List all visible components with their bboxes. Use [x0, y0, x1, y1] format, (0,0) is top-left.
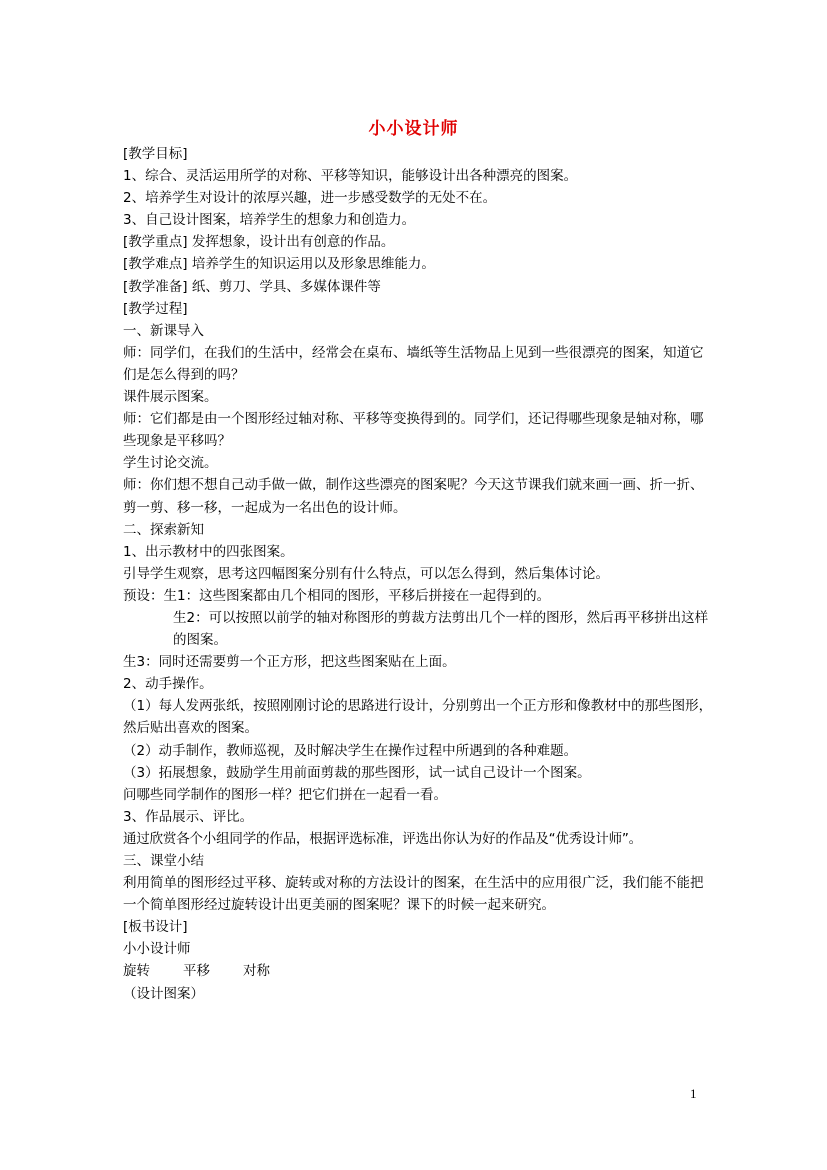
preset-line-3: 生3：同时还需要剪一个正方形，把这些图案贴在上面。: [123, 654, 456, 671]
key-point: [教学重点] 发挥想象，设计出有创意的作品。: [123, 234, 395, 251]
explore-item-3: 3、作品展示、评比。: [123, 808, 254, 825]
operation-3: （3）拓展想象，鼓励学生用前面剪裁的那些图形，试一试自己设计一个图案。: [123, 764, 591, 781]
board-title: 小小设计师: [123, 941, 191, 958]
preparation: [教学准备] 纸、剪刀、学具、多媒体课件等: [123, 278, 381, 295]
operation-1: （1）每人发两张纸，按照刚刚讨论的思路进行设计，分别剪出一个正方形和像教材中的那些图形，然后贴出喜欢的图案。: [123, 698, 713, 737]
student-discussion: 学生讨论交流。: [123, 455, 218, 472]
courseware-line: 课件展示图案。: [123, 389, 218, 406]
board-symmetry: 对称: [243, 963, 270, 980]
board-translate: 平移: [183, 963, 210, 980]
goal-2: 2、培养学生对设计的浓厚兴趣，进一步感受数学的无处不在。: [123, 190, 497, 207]
showcase-text: 通过欣赏各个小组同学的作品，根据评选标准，评选出你认为好的作品及“优秀设计师”。: [123, 830, 642, 847]
document-body: [123, 143, 713, 1005]
board-row: [123, 960, 713, 982]
explore-item-1: 1、出示教材中的四张图案。: [123, 543, 294, 560]
board-note: （设计图案）: [123, 985, 204, 1002]
section-heading-3: 三、课堂小结: [123, 853, 204, 869]
difficulty: [教学难点] 培养学生的知识运用以及形象思维能力。: [123, 256, 435, 273]
operation-4: 问哪些同学制作的图形一样？把它们拼在一起看一看。: [123, 786, 447, 803]
teacher-line-1: 师：同学们，在我们的生活中，经常会在桌布、墙纸等生活物品上见到一些很漂亮的图案，知道它们是怎么得到的吗？: [123, 344, 704, 383]
document-title: 小小设计师: [368, 119, 459, 139]
section-heading-1: 一、新课导入: [123, 322, 204, 339]
goal-1: 1、综合、灵活运用所学的对称、平移等知识，能够设计出各种漂亮的图案。: [123, 168, 578, 185]
teacher-line-3: 师：你们想不想自己动手做一做，制作这些漂亮的图案呢？今天这节课我们就来画一画、折一折、剪一剪、移一移，一起成为一名出色的设计师。: [123, 477, 704, 516]
section-heading-2: 二、探索新知: [123, 521, 204, 538]
process-header: [教学过程]: [123, 300, 188, 317]
board-header: [板书设计]: [123, 919, 188, 936]
summary-text: 利用简单的图形经过平移、旋转或对称的方法设计的图案，在生活中的应用很广泛，我们能不能把一个简单图形经过旋转设计出更美丽的图案呢？课下的时候一起来研究。: [123, 875, 704, 914]
page-number: 1: [690, 1086, 697, 1101]
goals-header: [教学目标]: [123, 146, 188, 162]
goal-3: 3、自己设计图案，培养学生的想象力和创造力。: [123, 212, 416, 229]
teacher-line-2: 师：它们都是由一个图形经过轴对称、平移等变换得到的。同学们，还记得哪些现象是轴对称，哪些现象是平移吗？: [123, 411, 704, 450]
explore-guide: 引导学生观察，思考这四幅图案分别有什么特点，可以怎么得到，然后集体讨论。: [123, 565, 609, 582]
operation-2: （2）动手制作，教师巡视，及时解决学生在操作过程中所遇到的各种难题。: [123, 742, 578, 759]
explore-item-2: 2、动手操作。: [123, 676, 213, 693]
preset-line-1: 预设：生1：这些图案都由几个相同的图形，平移后拼接在一起得到的。: [123, 587, 551, 604]
board-rotate: 旋转: [123, 963, 150, 980]
preset-line-2: 生2：可以按照以前学的轴对称图形的剪裁方法剪出几个一样的图形，然后再平移拼出这样的图案。: [173, 609, 709, 649]
